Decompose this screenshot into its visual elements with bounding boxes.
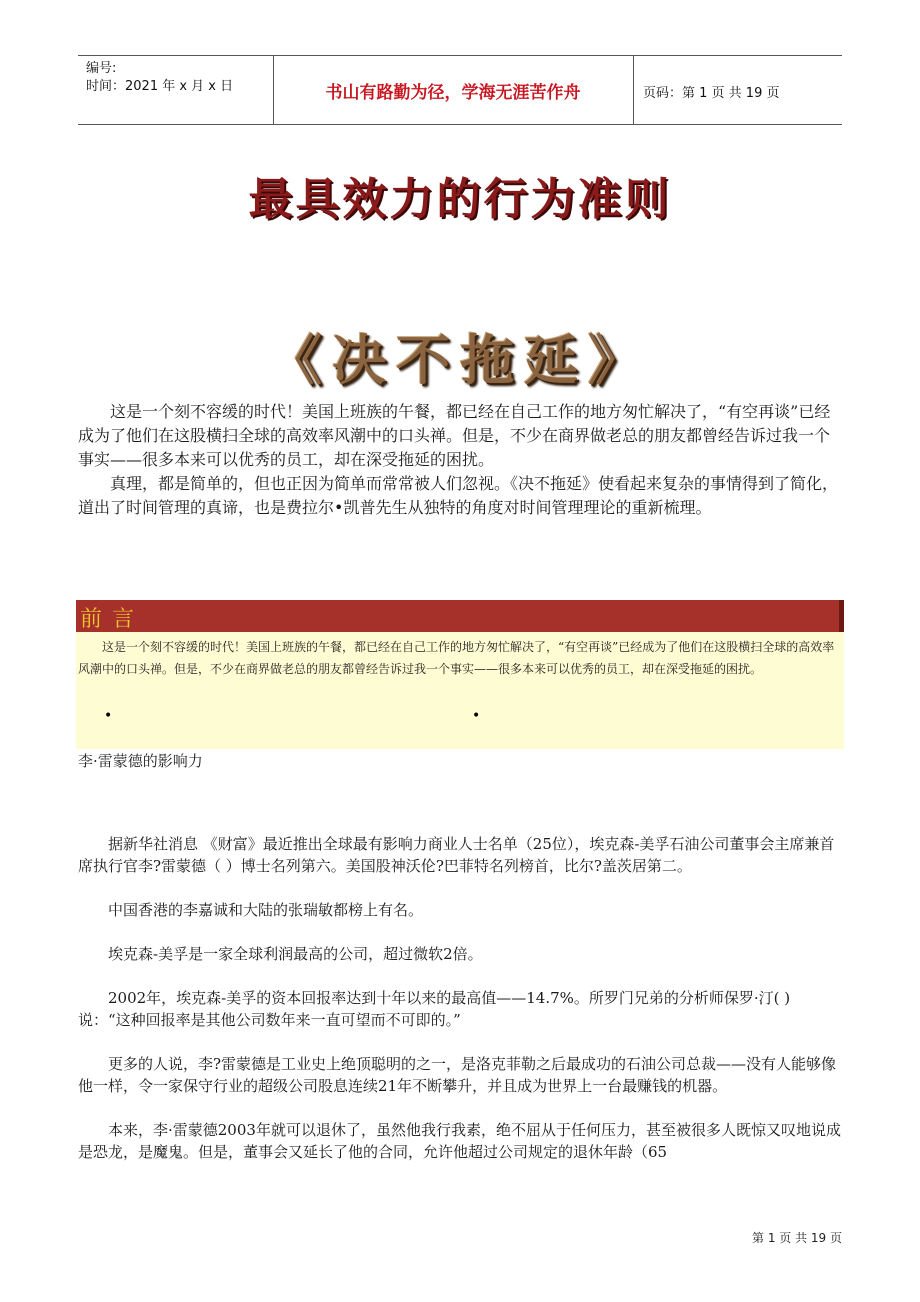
preface-text [78, 636, 844, 680]
intro-paragraph: 真理，都是简单的，但也正因为简单而常常被人们忽视。《决不拖延》使看起来复杂的事情得到了简化，道出了时间管理的真谛，也是费拉尔•凯普先生从独特的角度对时间管理理论的重新梳理。 [78, 474, 839, 517]
serial-label: 编号: [86, 61, 117, 76]
intro-paragraph: 这是一个刻不容缓的时代！美国上班族的午餐，都已经在自己工作的地方匆忙解决了，“有空再谈”已经成为了他们在这股横扫全球的高效率风潮中的口头禅。但是，不少在商界做老总的朋友都曾经告诉过我一个事实——很多本来可以优秀的员工，却在深受拖延的困扰。 [78, 402, 831, 469]
header-meta [86, 60, 233, 96]
header-divider [633, 56, 634, 124]
header-page-number: 页码：第 1 页 共 19 页 [643, 86, 780, 101]
body-paragraph: 更多的人说，李?雷蒙德是工业史上绝顶聪明的之一，是洛克菲勒之后最成功的石油公司总裁——没有人能够像他一样，令一家保守行业的超级公司股息连续21年不断攀升，并且成为世界上一台最赚钱的机器。 [78, 1055, 837, 1095]
section-heading: 李·雷蒙德的影响力 [78, 752, 203, 770]
body-paragraph: 据新华社消息 《财富》最近推出全球最有影响力商业人士名单（25位），埃克森-美孚石油公司董事会主席兼首席执行官李?雷蒙德（ ）博士名列第六。美国股神沃伦?巴菲特名列榜首，比尔?盖茨居第二。 [78, 835, 835, 875]
body-paragraph: 2002年，埃克森-美孚的资本回报率达到十年以来的最高值——14.7%。所罗门兄弟的分析师保罗·汀( )说：“这种回报率是其他公司数年来一直可望而不可即的。” [78, 989, 791, 1029]
preface-header-bar [76, 600, 844, 632]
page-footer: 第 1 页 共 19 页 [752, 1231, 842, 1245]
book-title: 《决不拖延》 [268, 328, 652, 392]
bullet-marker: • [104, 708, 113, 724]
bullet-marker: • [472, 708, 481, 724]
body-paragraph: 中国香港的李嘉诚和大陆的张瑞敏都榜上有名。 [108, 901, 424, 919]
header-motto: 书山有路勤为径，学海无涯苦作舟 [325, 83, 581, 103]
main-title: 最具效力的行为准则 [248, 174, 672, 225]
preface-box [76, 632, 844, 749]
body-paragraph: 埃克森-美孚是一家全球利润最高的公司，超过微软2倍。 [108, 945, 483, 963]
body-paragraph: 本来，李·雷蒙德2003年就可以退休了，虽然他我行我素，绝不屈从于任何压力，甚至被很多人既惊又叹地说成是恐龙，是魔鬼。但是，董事会又延长了他的合同，允许他超过公司规定的退休年龄（65 [78, 1121, 841, 1161]
preface-title: 前言 [80, 607, 145, 632]
body-text [78, 833, 842, 1163]
time-label: 时间：2021 年 x 月 x 日 [86, 79, 234, 94]
preface-paragraph: 这是一个刻不容缓的时代！美国上班族的午餐，都已经在自己工作的地方匆忙解决了，“有空再谈”已经成为了他们在这股横扫全球的高效率风潮中的口头禅。但是，不少在商界做老总的朋友都曾经告诉过我一个事实——很多本来可以优秀的员工，却在深受拖延的困扰。 [78, 640, 835, 676]
intro-section [78, 400, 842, 520]
page-header [78, 55, 842, 125]
